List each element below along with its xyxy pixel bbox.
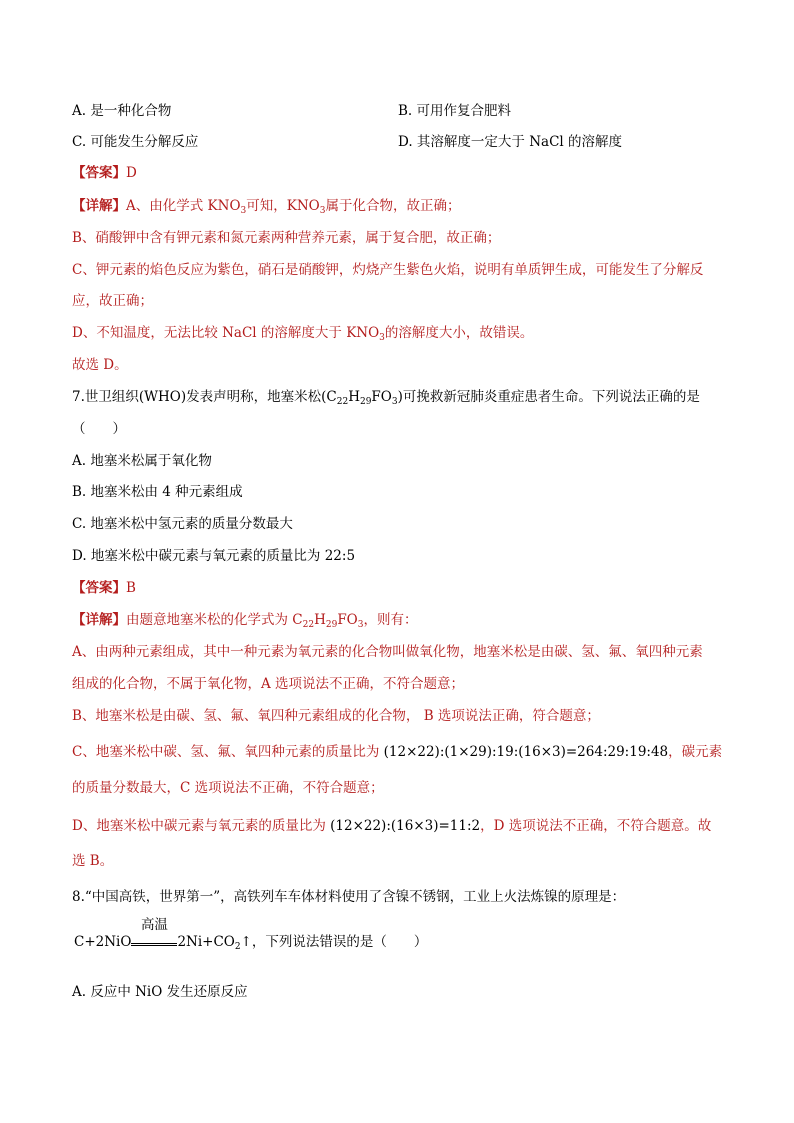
q6-option-c: C. 可能发生分解反应 [72,134,199,150]
subscript: 29 [325,620,338,630]
q7-detail-line-6: 的质量分数最大，C 选项说法不正确，不符合题意； [72,780,384,796]
subscript: 29 [359,397,372,407]
gas-arrow: ↑ [240,934,252,950]
q7-detail-line-8: 选 B。 [72,853,114,869]
subscript: 3 [319,206,326,216]
text: ，D 选项说法不正确，不符合题意。故 [480,818,712,834]
q6-detail-line-4: 应，故正确； [72,293,153,309]
mass-ratio-equation: (12×22):(16×3)=11:2 [330,818,481,834]
equals-bar [131,943,177,946]
q7-stem [72,387,700,407]
text: 2Ni+CO [177,934,235,950]
q7-option-a: A. 地塞米松属于氧化物 [72,453,212,469]
text: C、地塞米松中碳、氢、氟、氧四种元素的质量比为 [72,744,384,760]
reaction-condition [131,917,177,946]
q8-option-a: A. 反应中 NiO 发生还原反应 [72,984,248,1000]
mass-ratio-equation: (12×22):(1×29):19:(16×3)=264:29:19:48 [383,744,669,760]
text: C+2NiO [74,934,132,950]
subscript: 3 [391,397,398,407]
answer-value: B [126,580,136,596]
subscript: 22 [336,397,349,407]
text: H [314,612,326,628]
q6-detail-line-3: C、钾元素的焰色反应为紫色，硝石是硝酸钾，灼烧产生紫色火焰，说明有单质钾生成，可能发生了分解反 [72,262,704,278]
q7-detail-line-7 [72,816,711,836]
subscript: 3 [240,206,247,216]
text: ，下列说法错误的是（ ） [251,934,428,950]
answer-tag: 【答案】 [72,165,126,181]
text: 的溶解度大小，故错误。 [384,325,534,341]
text: ，则有： [363,612,418,628]
q6-detail-line-1 [72,196,460,216]
q7-option-b: B. 地塞米松由 4 种元素组成 [72,484,243,500]
condition-label: 高温 [140,917,168,933]
q7-paren: （ ） [72,421,126,437]
text: 可知，KNO [246,198,320,214]
answer-tag: 【答案】 [72,580,126,596]
subscript: 3 [379,333,385,343]
q7-detail-line-5 [72,742,722,762]
text: 属于化合物，故正确； [325,198,461,214]
q7-detail-line-2: A、由两种元素组成，其中一种元素为氧元素的化合物叫做氧化物，地塞米松是由碳、氢、氟、氧四种元素 [72,644,703,660]
text: FO [371,389,392,405]
q6-option-b: B. 可用作复合肥料 [398,103,512,119]
answer-value: D [126,165,137,181]
q7-answer [72,578,136,598]
subscript: 3 [357,620,364,630]
detail-tag: 【详解】 [72,198,126,214]
q7-detail-line-4: B、地塞米松是由碳、氢、氟、氧四种元素组成的化合物， B 选项说法正确，符合题意； [72,708,600,724]
q7-detail-line-1 [72,610,417,630]
q6-option-d: D. 其溶解度一定大于 NaCl 的溶解度 [398,134,623,150]
q7-detail-line-3: 组成的化合物，不属于氧化物，A 选项说法不正确，不符合题意； [72,676,465,692]
text: )可挽救新冠肺炎重症患者生命。下列说法正确的是 [397,389,700,405]
subscript: 22 [302,620,315,630]
q7-option-d: D. 地塞米松中碳元素与氧元素的质量比为 22:5 [72,548,356,564]
q6-detail-line-2: B、硝酸钾中含有钾元素和氮元素两种营养元素，属于复合肥，故正确； [72,230,501,246]
q6-option-a: A. 是一种化合物 [72,103,172,119]
text: ，碳元素 [668,744,723,760]
q8-equation [74,917,428,952]
q7-option-c: C. 地塞米松中氢元素的质量分数最大 [72,516,293,532]
text: D、不知温度，无法比较 NaCl 的溶解度大于 KNO [72,325,380,341]
detail-tag: 【详解】 [72,612,126,628]
q6-answer [72,163,137,183]
q6-detail-line-5 [72,323,533,343]
subscript: 2 [234,942,241,952]
text: 7.世卫组织(WHO)发表声明称，地塞米松(C [72,389,337,405]
q6-detail-line-6: 故选 D。 [72,357,128,373]
q8-stem: 8.“中国高铁，世界第一”，高铁列车车体材料使用了含镍不锈钢，工业上火法炼镍的原理是： [72,889,626,905]
text: FO [337,612,358,628]
text: D、地塞米松中碳元素与氧元素的质量比为 [72,818,331,834]
text: A、由化学式 KNO [126,198,241,214]
text: H [348,389,360,405]
text: 由题意地塞米松的化学式为 C [126,612,303,628]
